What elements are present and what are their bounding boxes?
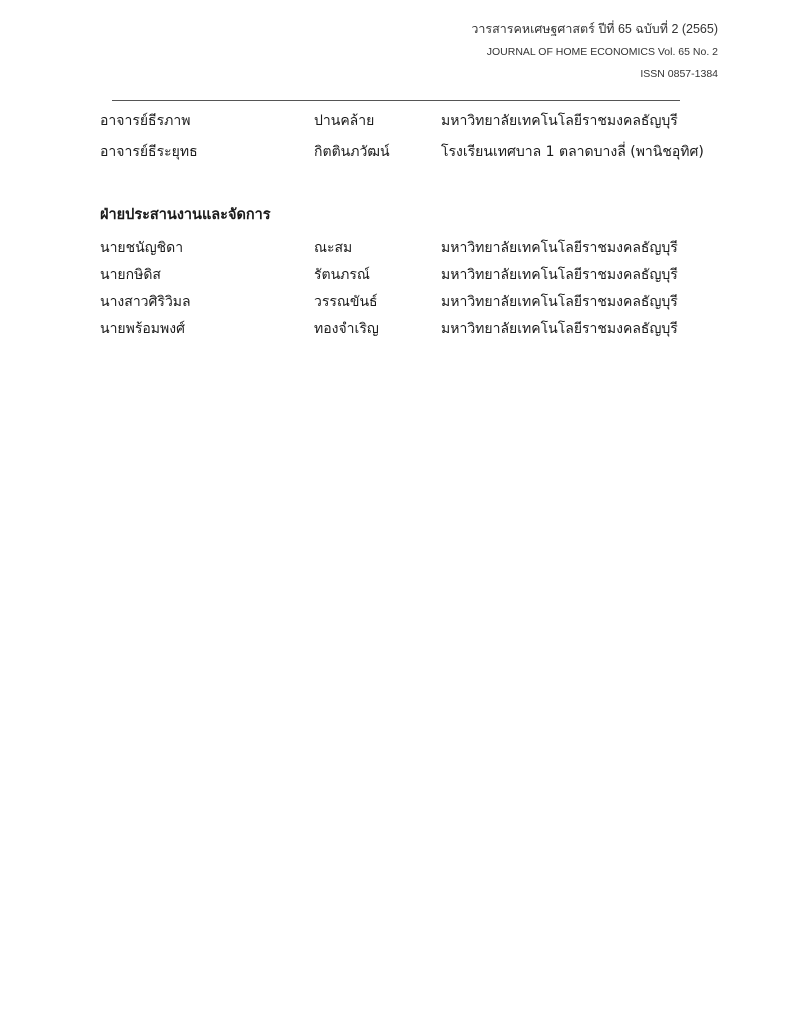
member-surname: กิตตินภวัฒน์	[314, 144, 390, 160]
member-organization: มหาวิทยาลัยเทคโนโลยีราชมงคลธัญบุรี	[441, 240, 678, 256]
member-surname: ทองจำเริญ	[314, 321, 379, 337]
member-name: นายกษิดิส	[100, 267, 161, 283]
issn-number: ISSN 0857-1384	[640, 68, 718, 80]
journal-title-thai: วารสารคหเศษฐศาสตร์ ปีที่ 65 ฉบับที่ 2 (2565)	[471, 22, 718, 36]
member-name: นางสาวศิริวิมล	[100, 294, 191, 310]
member-surname: วรรณขันธ์	[314, 294, 378, 310]
member-surname: รัตนภรณ์	[314, 267, 370, 283]
member-name: อาจารย์ธีระยุทธ	[100, 144, 198, 160]
member-organization: มหาวิทยาลัยเทคโนโลยีราชมงคลธัญบุรี	[441, 321, 678, 337]
member-organization: มหาวิทยาลัยเทคโนโลยีราชมงคลธัญบุรี	[441, 113, 678, 129]
member-organization: โรงเรียนเทศบาล 1 ตลาดบางลี่ (พานิชอุทิศ)	[441, 144, 704, 160]
header-divider	[112, 100, 680, 101]
member-surname: ณะสม	[314, 240, 353, 256]
member-name: นายชนัญชิดา	[100, 240, 184, 256]
member-organization: มหาวิทยาลัยเทคโนโลยีราชมงคลธัญบุรี	[441, 267, 678, 283]
member-name: นายพร้อมพงศ์	[100, 321, 185, 337]
section-title: ฝ่ายประสานงานและจัดการ	[100, 207, 271, 223]
page-header	[471, 20, 718, 82]
member-organization: มหาวิทยาลัยเทคโนโลยีราชมงคลธัญบุรี	[441, 294, 678, 310]
member-name: อาจารย์ธีรภาพ	[100, 113, 191, 129]
journal-title-english: JOURNAL OF HOME ECONOMICS Vol. 65 No. 2	[486, 46, 718, 58]
member-surname: ปานคล้าย	[314, 113, 375, 129]
